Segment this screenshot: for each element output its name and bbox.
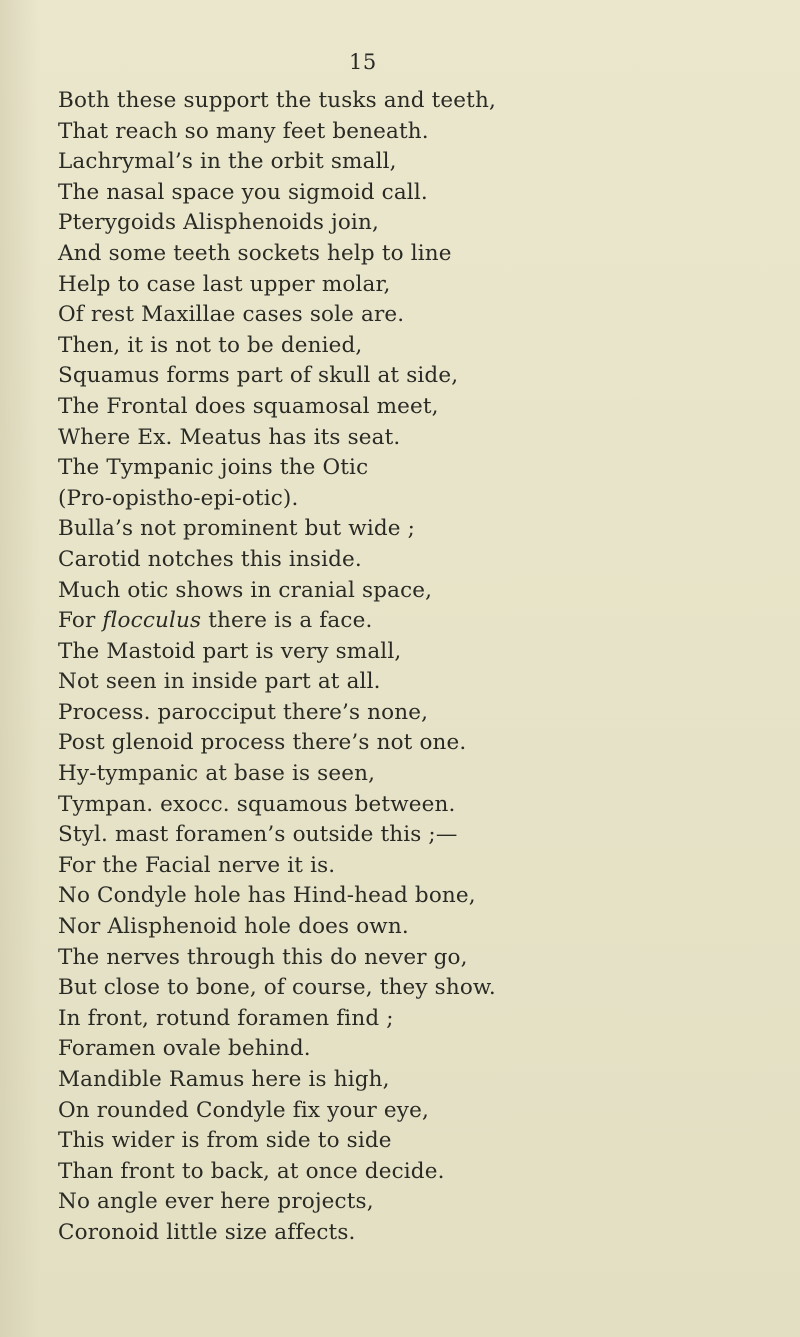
- poem-line: Than front to back, at once decide.: [58, 1158, 445, 1184]
- poem-line: For the Facial nerve it is.: [58, 852, 336, 878]
- poem-line: The nerves through this do never go,: [58, 944, 468, 970]
- poem-line-flocculus: [58, 606, 778, 637]
- poem-line: That reach so many feet beneath.: [58, 118, 429, 144]
- poem-line: Process. parocciput there’s none,: [58, 699, 429, 725]
- poem-line: Lachrymal’s in the orbit small,: [58, 149, 397, 175]
- poem-line: Both these support the tusks and teeth,: [58, 88, 496, 113]
- poem-line: Carotid notches this inside.: [58, 546, 362, 572]
- poem-line: But close to bone, of course, they show.: [58, 975, 496, 1001]
- poem-line: Foramen ovale behind.: [58, 1036, 311, 1062]
- poem-line: On rounded Condyle fix your eye,: [58, 1097, 429, 1123]
- poem-line: The Frontal does squamosal meet,: [58, 393, 439, 419]
- poem-line: And some teeth sockets help to line: [58, 240, 452, 266]
- line-suffix: there is a face.: [201, 608, 373, 634]
- poem-line: Squamus forms part of skull at side,: [58, 363, 459, 389]
- poem-line: In front, rotund foramen find ;: [58, 1005, 394, 1031]
- poem-line: Hy-tympanic at base is seen,: [58, 761, 376, 787]
- line-italic-word: flocculus: [102, 608, 202, 634]
- poem-text: [58, 86, 778, 1249]
- page-number: 15: [349, 50, 377, 74]
- poem-line: The nasal space you sigmoid call.: [58, 179, 428, 205]
- poem-line: Nor Alisphenoid hole does own.: [58, 914, 409, 940]
- poem-line: Then, it is not to be denied,: [58, 332, 363, 358]
- poem-line: Not seen in inside part at all.: [58, 669, 381, 695]
- poem-line: The Tympanic joins the Otic: [58, 455, 369, 481]
- poem-line: Of rest Maxillae cases sole are.: [58, 302, 405, 328]
- poem-line: Pterygoids Alisphenoids join,: [58, 210, 379, 236]
- line-prefix: For: [58, 608, 103, 634]
- poem-line: Bulla’s not prominent but wide ;: [58, 516, 416, 542]
- poem-line: The Mastoid part is very small,: [58, 638, 402, 664]
- poem-line: Coronoid little size affects.: [58, 1219, 356, 1245]
- poem-line: This wider is from side to side: [58, 1128, 392, 1154]
- poem-line: Post glenoid process there’s not one.: [58, 730, 467, 756]
- poem-line: No angle ever here projects,: [58, 1189, 374, 1215]
- poem-line: Mandible Ramus here is high,: [58, 1067, 390, 1092]
- poem-line: Help to case last upper molar,: [58, 271, 391, 297]
- poem-line: Styl. mast foramen’s outside this ;—: [58, 822, 458, 848]
- poem-line: No Condyle hole has Hind-head bone,: [58, 883, 476, 909]
- poem-line: (Pro-opistho-epi-otic).: [58, 485, 299, 511]
- poem-line: Much otic shows in cranial space,: [58, 577, 433, 603]
- poem-line: Tympan. exocc. squamous between.: [58, 791, 456, 817]
- poem-line: Where Ex. Meatus has its seat.: [58, 424, 401, 450]
